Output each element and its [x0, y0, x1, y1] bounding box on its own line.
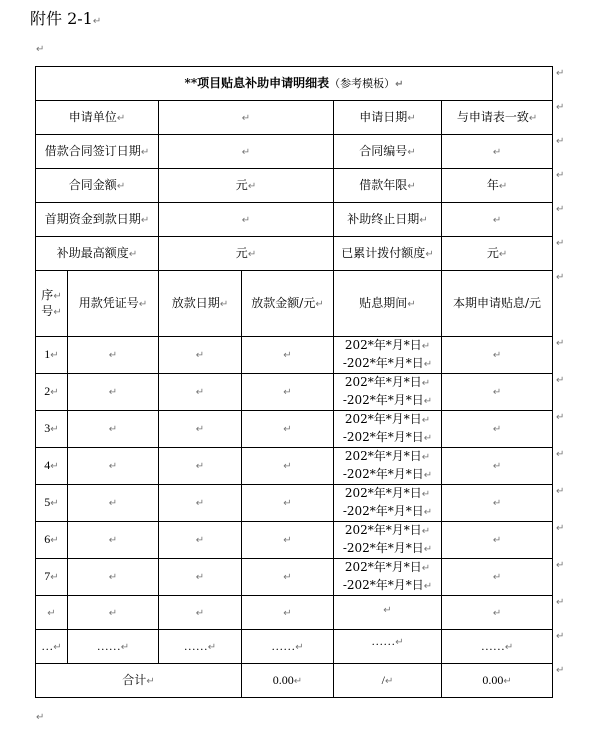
row-subsidy[interactable]: ↵: [442, 522, 553, 559]
info-label: 合同金额↵: [36, 169, 159, 203]
table-row: [36, 522, 553, 559]
info-label: 借款年限↵: [334, 169, 442, 203]
info-label: 补助终止日期↵: [334, 203, 442, 237]
ellipsis-row: [36, 630, 553, 664]
row-end-mark: ↵: [556, 338, 565, 349]
row-subsidy[interactable]: ↵: [442, 411, 553, 448]
row-end-mark: ↵: [556, 412, 565, 423]
row-loan-amount[interactable]: ↵: [242, 522, 334, 559]
info-value[interactable]: 与申请表一致↵: [442, 101, 553, 135]
row-seq: 7↵: [36, 559, 68, 596]
info-value[interactable]: ↵: [442, 203, 553, 237]
paragraph-mark: ↵: [36, 712, 45, 723]
ellipsis-voucher: ……↵: [68, 630, 159, 664]
row-loan-date[interactable]: ↵: [159, 485, 242, 522]
row-subsidy[interactable]: ↵: [442, 448, 553, 485]
row-end-mark: ↵: [556, 136, 565, 147]
row-subsidy[interactable]: ↵: [442, 337, 553, 374]
table-row: [36, 448, 553, 485]
info-label: 首期资金到款日期↵: [36, 203, 159, 237]
col-header-voucher: 用款凭证号↵: [68, 271, 159, 337]
row-period[interactable]: 202*年*月*日↵ -202*年*月*日↵: [334, 374, 442, 411]
row-loan-amount[interactable]: ↵: [242, 448, 334, 485]
total-period: /↵: [334, 664, 442, 698]
row-end-mark: ↵: [556, 375, 565, 386]
info-value[interactable]: 年↵: [442, 169, 553, 203]
column-header-row: [36, 271, 553, 337]
row-subsidy[interactable]: ↵: [442, 485, 553, 522]
row-end-mark: ↵: [556, 204, 565, 215]
row-seq: 1↵: [36, 337, 68, 374]
info-value[interactable]: ↵: [159, 203, 334, 237]
row-end-mark: ↵: [556, 523, 565, 534]
row-period[interactable]: 202*年*月*日↵ -202*年*月*日↵: [334, 337, 442, 374]
ellipsis-subsidy: ……↵: [442, 630, 553, 664]
ellipsis-loan-date: ……↵: [159, 630, 242, 664]
row-loan-date[interactable]: ↵: [159, 337, 242, 374]
info-label: 补助最高额度↵: [36, 237, 159, 271]
table-row: [36, 374, 553, 411]
col-header-loan-date: 放款日期↵: [159, 271, 242, 337]
row-seq: 5↵: [36, 485, 68, 522]
info-value[interactable]: ↵: [159, 135, 334, 169]
row-subsidy[interactable]: ↵: [442, 374, 553, 411]
table-row: [36, 337, 553, 374]
row-loan-date[interactable]: ↵: [159, 522, 242, 559]
row-seq: 3↵: [36, 411, 68, 448]
row-period[interactable]: 202*年*月*日↵ -202*年*月*日↵: [334, 522, 442, 559]
blank-voucher[interactable]: ↵: [68, 596, 159, 630]
ellipsis-seq: …↵: [36, 630, 68, 664]
row-end-mark: ↵: [556, 631, 565, 642]
row-voucher[interactable]: ↵: [68, 485, 159, 522]
row-period[interactable]: 202*年*月*日↵ -202*年*月*日↵: [334, 485, 442, 522]
info-label: 已累计拨付额度↵: [334, 237, 442, 271]
row-seq: 4↵: [36, 448, 68, 485]
total-label: 合计↵: [36, 664, 242, 698]
row-voucher[interactable]: ↵: [68, 448, 159, 485]
info-row: [36, 203, 553, 237]
blank-row: [36, 596, 553, 630]
row-end-mark: ↵: [556, 597, 565, 608]
info-label: 合同编号↵: [334, 135, 442, 169]
row-loan-amount[interactable]: ↵: [242, 337, 334, 374]
info-value[interactable]: 元↵: [442, 237, 553, 271]
row-voucher[interactable]: ↵: [68, 411, 159, 448]
total-row: [36, 664, 553, 698]
row-end-mark: ↵: [556, 665, 565, 676]
blank-period[interactable]: ↵: [334, 596, 442, 630]
blank-seq[interactable]: ↵: [36, 596, 68, 630]
info-value[interactable]: 元↵: [159, 169, 334, 203]
paragraph-mark: ↵: [36, 44, 45, 55]
subsidy-detail-table: [35, 66, 553, 698]
row-period[interactable]: 202*年*月*日↵ -202*年*月*日↵: [334, 411, 442, 448]
title-note: （参考模板）: [329, 76, 396, 90]
info-value[interactable]: ↵: [442, 135, 553, 169]
table-row: [36, 559, 553, 596]
info-value[interactable]: ↵: [159, 101, 334, 135]
row-end-mark: ↵: [556, 238, 565, 249]
info-label: 申请日期↵: [334, 101, 442, 135]
blank-loan-amount[interactable]: ↵: [242, 596, 334, 630]
col-header-seq: 序↵ 号↵: [36, 271, 68, 337]
total-loan-amount: 0.00↵: [242, 664, 334, 698]
row-end-mark: ↵: [556, 170, 565, 181]
row-subsidy[interactable]: ↵: [442, 559, 553, 596]
blank-subsidy[interactable]: ↵: [442, 596, 553, 630]
ellipsis-loan-amount: ……↵: [242, 630, 334, 664]
blank-loan-date[interactable]: ↵: [159, 596, 242, 630]
info-row: [36, 237, 553, 271]
info-row: [36, 101, 553, 135]
col-header-subsidy: 本期申请贴息/元: [442, 271, 553, 337]
table-title: **项目贴息补助申请明细表（参考模板）↵: [36, 67, 553, 101]
row-end-mark: ↵: [556, 560, 565, 571]
row-end-mark: ↵: [556, 486, 565, 497]
row-end-mark: ↵: [556, 102, 565, 113]
info-label: 申请单位↵: [36, 101, 159, 135]
row-loan-date[interactable]: ↵: [159, 374, 242, 411]
info-row: [36, 135, 553, 169]
attachment-label: 附件 2-1↵: [30, 9, 102, 28]
row-end-mark: ↵: [556, 449, 565, 460]
row-end-mark: ↵: [556, 272, 565, 283]
row-voucher[interactable]: ↵: [68, 374, 159, 411]
row-voucher[interactable]: ↵: [68, 522, 159, 559]
row-loan-date[interactable]: ↵: [159, 448, 242, 485]
row-loan-amount[interactable]: ↵: [242, 411, 334, 448]
row-loan-amount[interactable]: ↵: [242, 374, 334, 411]
title-row: [36, 67, 553, 101]
row-period[interactable]: 202*年*月*日↵ -202*年*月*日↵: [334, 448, 442, 485]
row-end-mark: ↵: [556, 68, 565, 79]
table-row: [36, 411, 553, 448]
table-row: [36, 485, 553, 522]
col-header-period: 贴息期间↵: [334, 271, 442, 337]
row-loan-date[interactable]: ↵: [159, 559, 242, 596]
total-subsidy: 0.00↵: [442, 664, 553, 698]
row-voucher[interactable]: ↵: [68, 559, 159, 596]
row-period[interactable]: 202*年*月*日↵ -202*年*月*日↵: [334, 559, 442, 596]
ellipsis-period: ……↵: [334, 630, 442, 664]
row-seq: 6↵: [36, 522, 68, 559]
row-loan-amount[interactable]: ↵: [242, 559, 334, 596]
col-header-loan-amount: 放款金额/元↵: [242, 271, 334, 337]
row-loan-date[interactable]: ↵: [159, 411, 242, 448]
info-value[interactable]: 元↵: [159, 237, 334, 271]
info-label: 借款合同签订日期↵: [36, 135, 159, 169]
row-voucher[interactable]: ↵: [68, 337, 159, 374]
row-loan-amount[interactable]: ↵: [242, 485, 334, 522]
info-row: [36, 169, 553, 203]
row-seq: 2↵: [36, 374, 68, 411]
